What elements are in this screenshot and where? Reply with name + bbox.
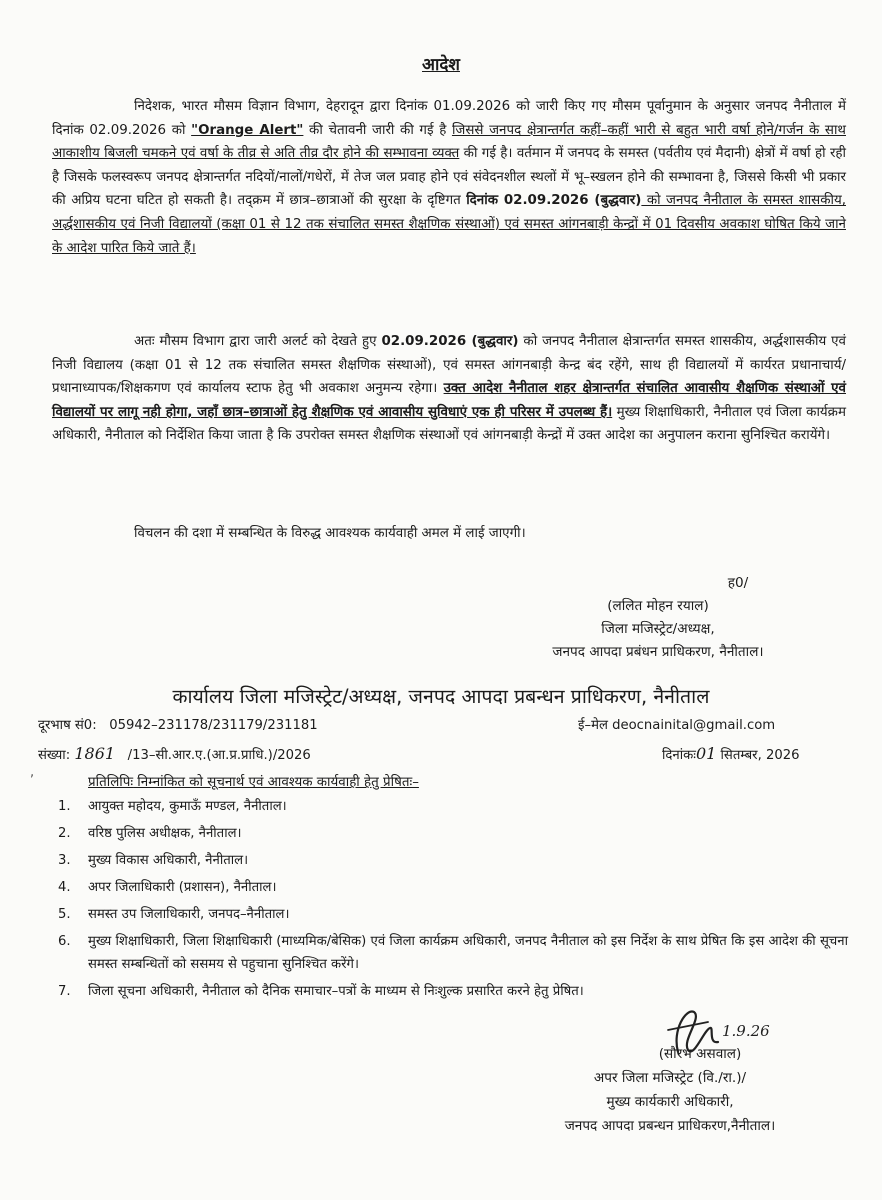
paragraph-1: निदेशक, भारत मौसम विज्ञान विभाग, देहरादून द्वारा दिनांक 01.09.2026 को जारी किए गए मौसम पूर्वानुमान के अनुसार जनपद नैनीताल में दिनांक 02.09.2026 को "Orange Alert" की चेतावनी जारी की गई है जिससे जनपद क्षेत्रान्तर्गत कहीं–कहीं भारी से बहुत भारी वर्षा होने/गर्जन के साथ आकाशीय बिजली चमकने एवं वर्षा के तीव्र से अति तीव्र दौर होने की सम्भावना व्यक्त की गई है। वर्तमान में जनपद के समस्त (पर्वतीय एवं मैदानी) क्षेत्रों में वर्षा हो रही है जिसके फलस्वरूप जनपद क्षेत्रान्तर्गत नदियों/नालों/गधेरों, में तेज जल प्रवाह होने एवं संवेदनशील स्थलों में भू–स्खलन होने की सम्भावना है, जिससे किसी भी प्रकार की अप्रिय घटना घटित हो सकती है। तद्क्रम में छात्र–छात्राओं की सुरक्षा के दृष्टिगत दिनांक 02.09.2026 (बुद्धवार) को जनपद नैनीताल के समस्त शासकीय, अर्द्धशासकीय एवं निजी विद्यालयों (कक्षा 01 से 12 तक संचालित समस्त शैक्षणिक संस्थाओं) एवं समस्त आंगनबाड़ी केन्द्रों में 01 दिवसीय अवकाश घोषित किये जाने के आदेश पारित किये जाते हैं। [52,99,846,256]
signature-date: 1.9.26 [722,1022,770,1040]
list-item: 2. वरिष्ठ पुलिस अधीक्षक, नैनीताल। [58,826,242,841]
phone-line: दूरभाष सं0: 05942–231178/231179/231181 [38,718,318,733]
email-line: ई–मेल deocnainital@gmail.com [578,718,776,733]
list-item: 1. आयुक्त महोदय, कुमाऊँ मण्डल, नैनीताल। [58,799,287,814]
orange-alert: "Orange Alert" [191,122,304,138]
signatory-designation: जिला मजिस्ट्रेट/अध्यक्ष, [601,621,715,637]
list-item: 3. मुख्य विकास अधिकारी, नैनीताल। [58,853,249,868]
order-title: आदेश [422,55,460,75]
reference-date: दिनांकः01 सितम्बर, 2026 [662,744,800,763]
signatory-name: (ललित मोहन रयाल) [607,598,709,614]
copy-to-heading: प्रतिलिपिः निम्नांकित को सूचनार्थ एवं आवश्यक कार्यवाही हेतु प्रेषितः– [88,775,419,790]
signatory-role: मुख्य कार्यकारी अधिकारी, [606,1094,734,1110]
list-item: 7. जिला सूचना अधिकारी, नैनीताल को दैनिक समाचार–पत्रों के माध्यम से निःशुल्क प्रसारित करने हेतु प्रेषित। [58,984,584,999]
signed-mark: ह0/ [727,575,749,591]
office-header: कार्यालय जिला मजिस्ट्रेट/अध्यक्ष, जनपद आपदा प्रबन्धन प्राधिकरण, नैनीताल [172,685,710,708]
signatory-block-1 [478,572,838,664]
list-item: 5. समस्त उप जिलाधिकारी, जनपद–नैनीताल। [58,907,290,922]
paragraph-3: विचलन की दशा में सम्बन्धित के विरुद्ध आवश्यक कार्यवाही अमल में लाई जाएगी। [134,526,526,541]
signatory-name: (सौरभ असवाल) [658,1046,742,1062]
signatory-org: जनपद आपदा प्रबन्धन प्राधिकरण,नैनीताल। [564,1118,776,1134]
reference-number: संख्या: 1861 /13–सी.आर.ए.(आ.प्र.प्राधि.)/2026 [38,744,311,763]
signatory-designation: अपर जिला मजिस्ट्रेट (वि./रा.)/ [593,1070,747,1086]
copy-to-list [58,795,848,1007]
paragraph-2: अतः मौसम विभाग द्वारा जारी अलर्ट को देखते हुए 02.09.2026 (बुद्धवार) को जनपद नैनीताल क्षेत्रान्तर्गत समस्त शासकीय, अर्द्धशासकीय एवं निजी विद्यालय (कक्षा 01 से 12 तक संचालित समस्त शैक्षणिक संस्थाओं), एवं समस्त आंगनबाड़ी केन्द्र बंद रहेंगे, साथ ही विद्यालयों में कार्यरत प्रधानाचार्य/प्रधानाध्यापक/शिक्षकगण एवं कार्यालय स्टाफ हेतु भी अवकाश अनुमन्य रहेगा। उक्त आदेश नैनीताल शहर क्षेत्रान्तर्गत संचालित आवासीय शैक्षणिक संस्थाओं एवं विद्यालयों पर लागू नही होगा, जहाँ छात्र–छात्राओं हेतु शैक्षणिक एवं आवासीय सुविधाएं एक ही परिसर में उपलब्ध हैं। मुख्य शिक्षाधिकारी, नैनीताल एवं जिला कार्यक्रम अधिकारी, नैनीताल को निर्देशित किया जाता है कि उपरोक्त समस्त शैक्षणिक संस्थाओं एवं आंगनबाड़ी केन्द्रों में उक्त आदेश का अनुपालन कराना सुनिश्चित करायेंगे। [52,334,847,444]
signatory-block-2 [490,1042,850,1138]
list-item: 4. अपर जिलाधिकारी (प्रशासन), नैनीताल। [58,880,277,895]
list-item: 6. मुख्य शिक्षाधिकारी, जिला शिक्षाधिकारी (माध्यमिक/बेसिक) एवं जिला कार्यक्रम अधिकारी, जनपद नैनीताल को इस निर्देश के साथ प्रेषित कि इस आदेश की सूचना समस्त सम्बन्धितों को ससमय से पहुचाना सुनिश्चित करेंगे। [58,934,848,972]
signatory-org: जनपद आपदा प्रबंधन प्राधिकरण, नैनीताल। [552,644,764,660]
margin-comma: , [30,765,35,780]
